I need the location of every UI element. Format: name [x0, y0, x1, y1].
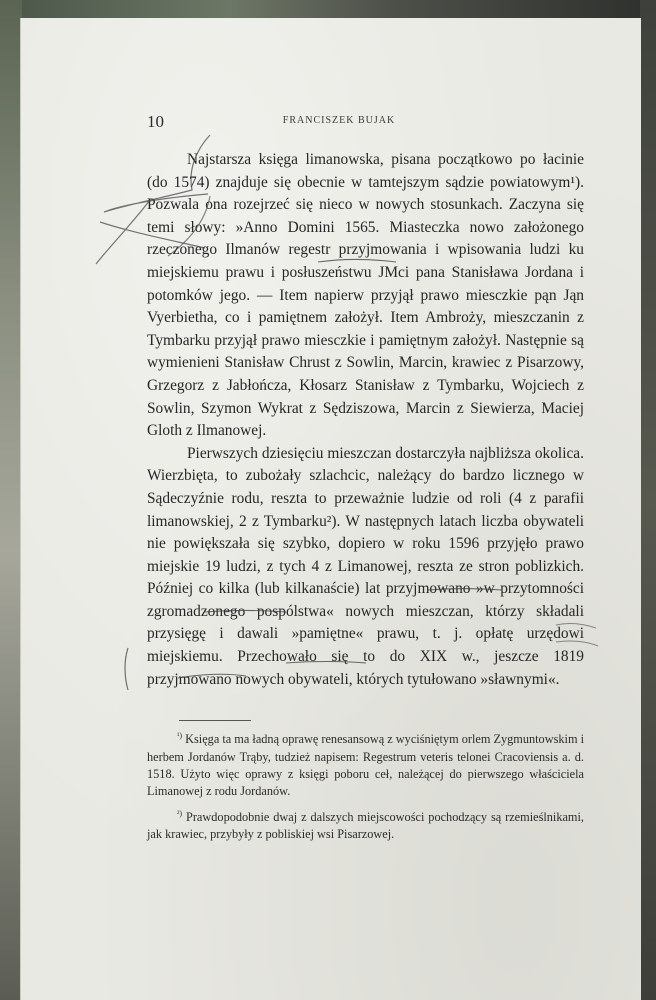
footnotes — [147, 727, 584, 848]
footnote-1-text: Księga ta ma ładną oprawę renesansową z wyciśniętym orlem Zygmuntowskim i herbem Jordanów Trąby, tudzież napisem: Regestrum veteris telonei Cracoviensis a. d. 1518. Użyto więc oprawy z księgi poboru ceł, należącej do pierwszego właściciela Limanowej z rodu Jordanów. — [147, 732, 584, 799]
footnote-2 — [147, 805, 584, 844]
scan-background-left — [0, 0, 22, 1000]
footnote-1 — [147, 727, 584, 801]
running-title: FRANCISZEK BUJAK — [282, 115, 396, 126]
main-text — [147, 149, 584, 691]
footnote-2-text: Prawdopodobnie dwaj z dalszych miejscowości pochodzący są rzemieślnikami, jak krawiec, przybyły z pobliskiej wsi Pisarzowej. — [147, 809, 584, 842]
footnote-divider — [179, 720, 251, 721]
page-number: 10 — [147, 112, 164, 131]
footnote-2-mark: ²) — [177, 808, 183, 818]
scan-background-right — [640, 0, 656, 1000]
footnote-1-mark: ¹) — [177, 731, 183, 740]
paragraph-1: Najstarsza księga limanowska, pisana początkowo po łacinie (do 1574) znajduje się obecnie w tamtejszym sądzie powiatowym¹). Pozwala ona rozejrzeć się nieco w nowych stosunkach. Zaczyna się temi słowy: »Anno Domini 1565. Miasteczka nowo założonego rzeczonego Ilmanów regestr przyjmowania i wpisowania ludzi ku miejskiemu prawu i posłuszeństwu JMci pana Stanisława Jordana i potomków jego. — Item napierw przyjął prawo miesczkie pąn Jąn Vyerbietha, co i pamiętnem założył. Item Ambroży, mieszczanin z Tymbarku przyjął prawo miesczkie i pamiętnym założył. Następnie są wymienieni Stanisław Chrust z Sowlin, Marcin, krawiec z Pisarzowy, Grzegorz z Jabłończa, Kłosarz Stanisław z Tymbarku, Wojciech z Sowlin, Szymon Wykrat z Sędziszowa, Marcin z Siewierza, Maciej Gloth z Ilmanowej. — [147, 151, 584, 440]
paragraph-2: Pierwszych dziesięciu mieszczan dostarczyła najbliższa okolica. Wierzbięta, to zubożały szlachcic, należący do bardzo licznego w Sądeczyźnie rodu, reszta to przeważnie ludzie od roli (4 z parafii limanowskiej, 2 z Tymbarku²). W następnych latach liczba obywateli nie powiększała się szybko, dopiero w roku 1596 przyjęło prawo miejskie 19 ludzi, z tych 4 z Limanowej, reszta ze stron poblizkich. Później co kilka (lub kilkanaście) lat przyjmowano »w przytomności zgromadzonego pospólstwa« nowych mieszczan, którzy składali przysięgę i dawali »pamiętne« prawu, t. j. opłatę urzędowi miejskiemu. Przechowało się to do XIX w., jeszcze 1819 przyjmowano nowych obywateli, których tytułowano »sławnymi«. — [147, 444, 584, 688]
